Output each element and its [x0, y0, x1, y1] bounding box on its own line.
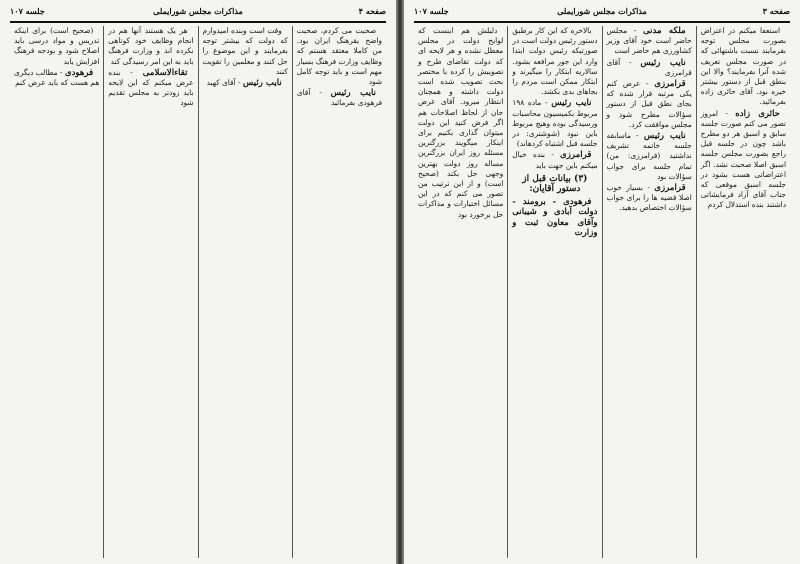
paragraph-text: آقای فرهودی بفرمائید [296, 88, 382, 108]
paragraph-text: آقای کهبد [206, 78, 236, 88]
text-column [198, 26, 292, 558]
paragraph: قرامرزی - بسیار خوب اصلا قضیه ها را برای جواب سؤالات اختصاص بدهید. [606, 183, 692, 213]
paragraph [14, 26, 99, 67]
page-number: صفحه ۴ [358, 6, 386, 16]
paragraph [297, 26, 382, 87]
speaker-name: قرامرزی [654, 183, 686, 194]
text-columns [10, 26, 386, 558]
paragraph: نایب رئیس - آقای قرامرزی [606, 57, 692, 77]
publication-title: مذاکرات مجلس شورایملی [153, 6, 243, 16]
text-column [696, 26, 790, 558]
paragraph-text: هر یک هستند آنها هم در انجام وظایف خود کوتاهی نکرده اند و وزارت فرهنگ باید به این امر رسیدگی کند [108, 26, 194, 66]
paragraph [203, 26, 288, 77]
speaker-name: نایب رئیس [551, 98, 592, 109]
speaker-name: تقاءالاسلامی [142, 67, 188, 78]
text-column [602, 26, 696, 558]
text-column [414, 26, 507, 558]
text-column [507, 26, 601, 558]
paragraph-text: مجلس حاضر است خود آقای وزیر کشاورزی هم حاضر است [606, 26, 692, 56]
paragraph-text: (صحیح است) برای اینکه تدریس و مواد درسی باید اصلاح شود و بودجه فرهنگ افزایش یابد [14, 26, 100, 66]
paragraph-text: ماسابقه جلسه خاتمه تشریف نداشتید (قرامرزی: من) تمام جلسه برای جواب سؤالات بود [606, 131, 692, 181]
right-page [404, 0, 800, 564]
page-header [10, 6, 386, 20]
paragraph: حائری زاده - امروز تصور می کنم صورت جلسه سابق و اسبق هر دو مطرح باشد چون در جلسه قبل راجع بصورت مجلس جلسه اسبق اصلا صحبت نشد. اگر اعتراضاتی هست بشود در جلسه اسبق موقعی که جناب آقای آزاد فرمایشاتی داشتند بنده استدلال کردم [700, 108, 786, 210]
page-header [414, 6, 790, 20]
session-number: جلسه ۱۰۷ [10, 6, 45, 16]
speaker-name: نایب رئیس [330, 88, 376, 99]
paragraph: قرامرزی - عرض کنم یکی مرتبه قرار شده که بجای نطق قبل از دستور سؤالات مطرح شود و مجلس موافقت کرد. [606, 79, 692, 129]
text-column [103, 26, 197, 558]
paragraph-text: دلیلش هم اینست که لوایح دولت در مجلس معطل نشده و هر لایحه ای که دولت تقاضای طرح و تصویبش را کرده با مختصر بحث تصویب شده است دولت داشته و همچنان انتظار میرود. آقای عرض جان از لحاظ اصلاحات هم اگر فرض کنید این دولت میتوان گذاری بکنیم برای اینکار میگویند بزرگترین مسئله روز ایران بزرگترین مساله روز دولت بهترین وجهی حل بکند (صحیح است) و از این ترتیب من تصور می کنم که در این مسائل اختیارات و مذاکرات حل برخورد بود [418, 26, 504, 219]
paragraph: نایب رئیس - ماسابقه جلسه خاتمه تشریف نداشتید (قرامرزی: من) تمام جلسه برای جواب سؤالات بود [606, 131, 692, 181]
speaker-name: حائری زاده [735, 108, 780, 119]
paragraph: نایب رئیس - ماده ۱۹۸ مربوط بکمیسیون محاسبات ورسیدگی بوده وهیچ مربوط باین نبود (شوشتری: در جلسه قبل اشتباه کردهاند) [512, 98, 598, 149]
paragraph-text: بالاخره که این کار برطبق دستور رئیس دولت است در صورتیکه رئیس دولت ابتدا وارد این جور مرافعه بشود. سالاریه ابتکار را میگیرند و ابتکار ممکن است مردم را بجاهای بدی بکشد. [512, 26, 598, 97]
text-columns [414, 26, 790, 558]
left-page [0, 0, 396, 564]
paragraph-text: بنده عرض میکنم که این لایحه باید زودتر به مجلس تقدیم شود [108, 67, 194, 108]
header-rule [414, 21, 790, 23]
paragraph-text: ماده ۱۹۸ مربوط بکمیسیون محاسبات ورسیدگی بوده وهیچ مربوط باین نبود (شوشتری: در جلسه قبل اشتباه کردهاند) [512, 98, 598, 149]
speaker-name: فرهودی - برومند - دولت آبادی و شیبانی وآقای معاون ثبت و وزارت [512, 197, 598, 238]
paragraph [512, 197, 597, 238]
header-rule [10, 21, 386, 23]
book-gutter [396, 0, 404, 564]
paragraph: فرهودی - مطالب دیگری هم هست که باید عرض کنم [14, 67, 100, 88]
paragraph-text: امروز تصور می کنم صورت جلسه سابق و اسبق هر دو مطرح باشد چون در جلسه قبل راجع بصورت مجلس جلسه اسبق اصلا صحبت نشد. اگر اعتراضاتی هست بشود در جلسه اسبق موقعی که جناب آقای آزاد فرمایشاتی داشتند بنده استدلال کردم [700, 108, 786, 210]
paragraph-text: بنده خیال میکنم باین جهت باید [512, 150, 598, 170]
paragraph [108, 26, 193, 67]
paragraph: ملکه مدنی - مجلس حاضر است خود آقای وزیر کشاورزی هم حاضر است [606, 26, 692, 56]
publication-title: مذاکرات مجلس شورایملی [557, 6, 647, 16]
paragraph: تقاءالاسلامی - بنده عرض میکنم که این لایحه باید زودتر به مجلس تقدیم شود [108, 67, 194, 108]
paragraph-text: استعفا میکنم در اعتراض بصورت مجلس توجه بفرمایند نسبت باشتهائی که در صورت مجلس تعریف شده آنرا بفرمایند؟ والا این بنطق قبل از دستور بیشتر خیره بود. آقای حائری زاده بفرمائید. [700, 26, 786, 107]
section-heading: (۳) بیانات قبل از دستور آقایان: [522, 173, 588, 195]
paragraph-text: مطالب دیگری هم هست که باید عرض کنم [14, 67, 100, 88]
text-column [10, 26, 103, 558]
page-number: صفحه ۳ [762, 6, 790, 16]
paragraph-text: آقای قرامرزی [606, 57, 692, 77]
paragraph: نایب رئیس - آقای کهبد [206, 78, 282, 89]
paragraph-text: بسیار خوب اصلا قضیه ها را برای جواب سؤالات اختصاص بدهید. [606, 183, 692, 213]
paragraph [701, 26, 786, 108]
speaker-name: قرامرزی [560, 150, 592, 161]
text-column [292, 26, 386, 558]
paragraph [418, 26, 503, 220]
speaker-name: ملکه مدنی [642, 26, 686, 36]
paragraph: نایب رئیس - آقای فرهودی بفرمائید [296, 88, 382, 108]
paragraph-text: صحبت می کردم، صحبت واضح یقرهنگ ایران بود. من کاملا معتقد هستم که وظایف وزارت فرهنگ بسیار مهم است و باید توجه کامل شود [296, 26, 382, 87]
paragraph [512, 26, 597, 97]
paragraph: قرامرزی - بنده خیال میکنم باین جهت باید [512, 150, 598, 170]
speaker-name: نایب رئیس [643, 131, 686, 142]
session-number: جلسه ۱۰۷ [414, 6, 449, 16]
speaker-name: قرامرزی [654, 79, 686, 90]
speaker-name: فرهودی [64, 67, 94, 78]
paragraph-text: عرض کنم یکی مرتبه قرار شده که بجای نطق قبل از دستور سؤالات مطرح شود و مجلس موافقت کرد. [606, 79, 692, 129]
speaker-name: نایب رئیس [242, 78, 282, 89]
paragraph-text: وقت است وبنده امیدوارم که دولت که بیشتر توجه بفرمایند و این موضوع را حل کنند و معلمین را تقویت کنند [202, 26, 288, 76]
speaker-name: نایب رئیس [640, 57, 686, 68]
